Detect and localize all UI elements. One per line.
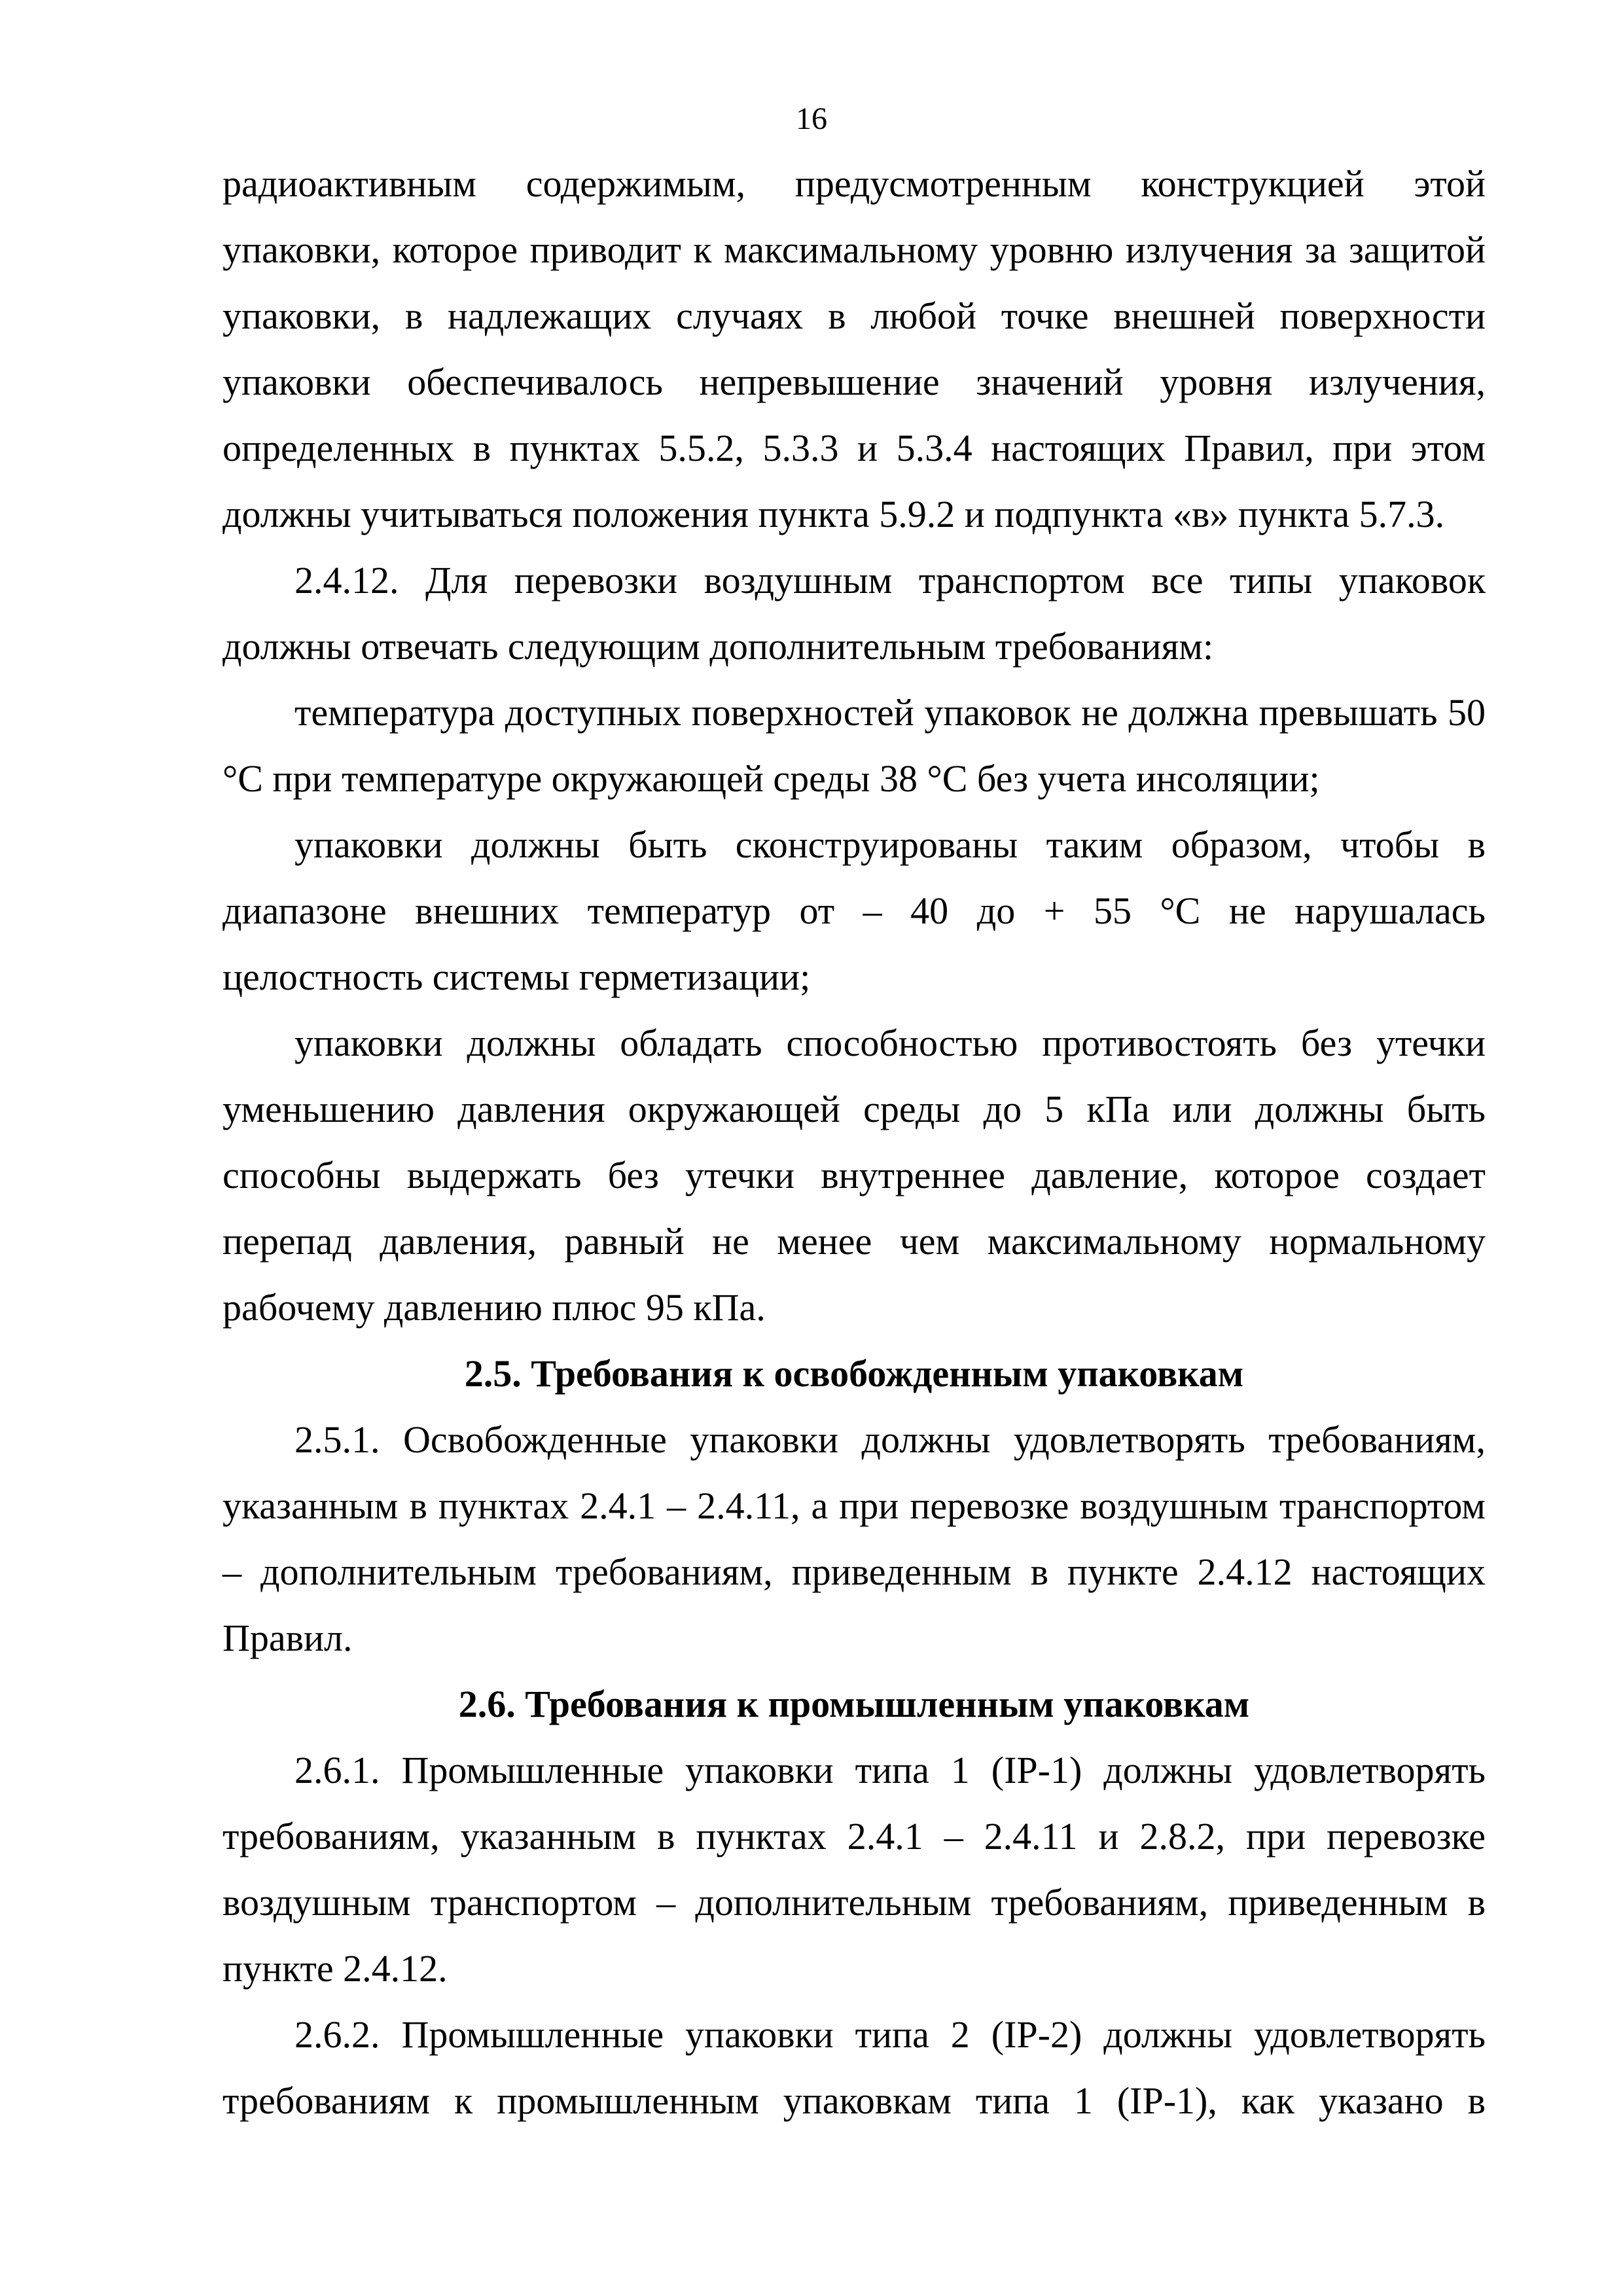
paragraph-continuation: радиоактивным содержимым, предусмотренным конструкцией этой упаковки, которое приводит к максимальному уровню излучения за защитой упаковки, в надлежащих случаях в любой точке внешней поверхности упаковки обеспечивалось непревышение значений уровня излучения, определенных в пунктах 5.5.2, 5.3.3 и 5.3.4 настоящих Правил, при этом должны учитываться положения пункта 5.9.2 и подпункта «в» пункта 5.7.3. [223,162,1486,535]
paragraph-surface-temperature: температура доступных поверхностей упаковок не должна превышать 50 °С при температуре окружающей среды 38 °С без учета инсоляции; [223,691,1486,800]
page-number: 16 [796,101,827,136]
paragraph-pressure: упаковки должны обладать способностью противостоять без утечки уменьшению давления окружающей среды до 5 кПа или должны быть способны выдержать без утечки внутреннее давление, которое создает перепад давления, равный не менее чем максимальному нормальному рабочему давлению плюс 95 кПа. [223,1022,1486,1329]
document-body [223,151,1486,2134]
section-heading-2-6: 2.6. Требования к промышленным упаковкам [458,1683,1250,1725]
paragraph-temperature-range: упаковки должны быть сконструированы таким образом, чтобы в диапазоне внешних температур от – 40 до + 55 °С не нарушалась целостность системы герметизации; [223,823,1486,998]
paragraph-2-6-2: 2.6.2. Промышленные упаковки типа 2 (IP-2) должны удовлетворять требованиям к промышленным упаковкам типа 1 (IP-1), как указано в [223,2013,1486,2122]
paragraph-2-5-1: 2.5.1. Освобожденные упаковки должны удовлетворять требованиям, указанным в пунктах 2.4.1 – 2.4.11, а при перевозке воздушным транспортом – дополнительным требованиям, приведенным в пункте 2.4.12 настоящих Правил. [223,1418,1486,1659]
paragraph-2-4-12: 2.4.12. Для перевозки воздушным транспортом все типы упаковок должны отвечать следующим дополнительным требованиям: [223,559,1486,668]
paragraph-2-6-1: 2.6.1. Промышленные упаковки типа 1 (IP-1) должны удовлетворять требованиям, указанным в пунктах 2.4.1 – 2.4.11 и 2.8.2, при перевозке воздушным транспортом – дополнительным требованиям, приведенным в пункте 2.4.12. [223,1749,1486,1990]
section-heading-2-5: 2.5. Требования к освобожденным упаковкам [464,1352,1244,1395]
